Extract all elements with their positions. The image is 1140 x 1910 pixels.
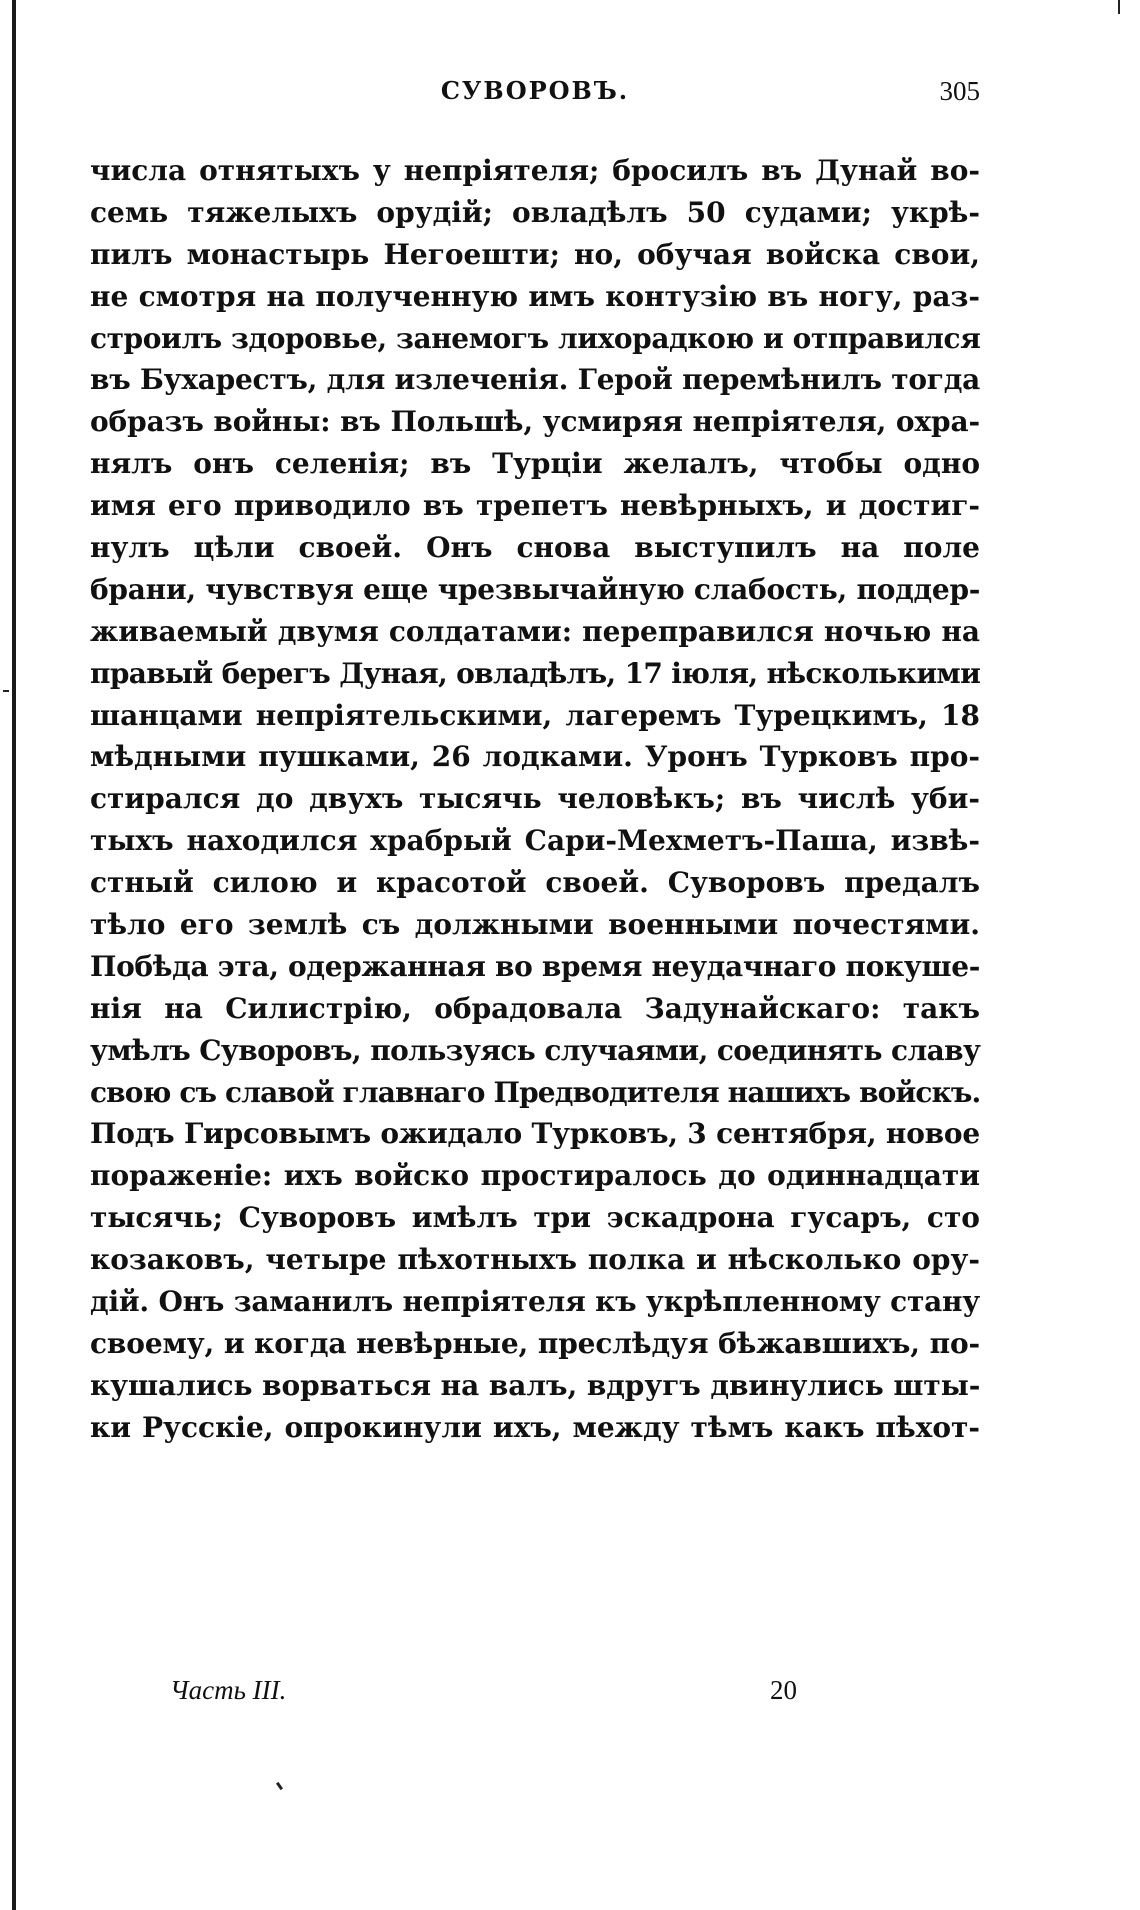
- text-line: свою съ славой главнаго Предводителя нашихъ войскъ.: [90, 1075, 981, 1109]
- text-line: козаковъ, четыре пѣхотныхъ полка и нѣсколько ору-: [90, 1243, 980, 1277]
- text-line: не смотря на полученную имъ контузію въ ногу, раз-: [90, 279, 980, 313]
- text-line: пораженіе: ихъ войско простиралось до одиннадцати: [90, 1159, 980, 1193]
- page-number: 305: [939, 76, 980, 106]
- signature-number: 20: [770, 1675, 797, 1705]
- text-line: кушались ворваться на валъ, вдругъ двинулись шты-: [90, 1368, 981, 1402]
- text-line: мѣдными пушками, 26 лодками. Уронъ Турковъ про-: [90, 740, 980, 774]
- text-line: нялъ онъ селенія; въ Турціи желалъ, чтобы одно: [90, 447, 980, 481]
- text-line: тѣло его землѣ съ должными военными почестями.: [90, 908, 980, 942]
- text-line: правый берегъ Дуная, овладѣлъ, 17 іюля, нѣсколькими: [90, 656, 981, 690]
- scan-speck: [1118, 0, 1120, 14]
- running-title: СУВОРОВЪ.: [440, 76, 630, 105]
- text-line: стирался до двухъ тысячь человѣкъ; въ числѣ уби-: [90, 782, 980, 816]
- text-line: имя его приводило въ трепетъ невѣрныхъ, и достиг-: [90, 489, 980, 523]
- text-line: стный силою и красотой своей. Суворовъ предалъ: [90, 866, 980, 900]
- text-line: пилъ монастырь Негоешти; но, обучая войска свои,: [90, 237, 980, 271]
- text-line: Побѣда эта, одержанная во время неудачнаго покуше-: [90, 949, 980, 983]
- page-edge-line: [12, 0, 16, 1910]
- text-line: Подъ Гирсовымъ ожидало Турковъ, 3 сентября, новое: [90, 1117, 981, 1151]
- text-line: въ Бухарестъ, для излеченія. Герой перемѣнилъ тогда: [90, 363, 980, 397]
- text-line: живаемый двумя солдатами: переправился ночью на: [90, 614, 980, 648]
- text-line: числа отнятыхъ у непріятеля; бросилъ въ Дунай во-: [90, 154, 980, 187]
- text-line: тыхъ находился храбрый Сари-Мехметъ-Паша, извѣ-: [90, 824, 980, 858]
- text-line: умѣлъ Суворовъ, пользуясь случаями, соединять славу: [90, 1033, 981, 1067]
- text-line: семь тяжелыхъ орудій; овладѣлъ 50 судами; укрѣ-: [90, 195, 980, 229]
- text-line: строилъ здоровье, занемогъ лихорадкою и отправился: [90, 321, 981, 355]
- body-text: [90, 150, 980, 1449]
- text-line: нія на Силистрію, обрадовала Задунайскаго: такъ: [90, 991, 980, 1025]
- page-footer: [170, 1675, 870, 1715]
- text-line: дій. Онъ заманилъ непріятеля къ укрѣпленному стану: [90, 1285, 980, 1319]
- page-header: [90, 76, 980, 116]
- text-line: нулъ цѣли своей. Онъ снова выступилъ на поле: [90, 531, 980, 565]
- scan-speck: [3, 690, 9, 692]
- text-line: брани, чувствуя еще чрезвычайную слабость, поддер-: [90, 572, 981, 606]
- part-label: Часть III.: [170, 1675, 287, 1705]
- text-line: ки Русскіе, опрокинули ихъ, между тѣмъ какъ пѣхот-: [90, 1410, 980, 1444]
- text-line: своему, и когда невѣрные, преслѣдуя бѣжавшихъ, по-: [90, 1326, 980, 1360]
- scan-speck: [276, 1782, 283, 1790]
- text-line: тысячь; Суворовъ имѣлъ три эскадрона гусаръ, сто: [90, 1201, 980, 1235]
- text-line: шанцами непріятельскими, лагеремъ Турецкимъ, 18: [90, 698, 980, 732]
- text-line: образъ войны: въ Польшѣ, усмиряя непріятеля, охра-: [90, 405, 980, 439]
